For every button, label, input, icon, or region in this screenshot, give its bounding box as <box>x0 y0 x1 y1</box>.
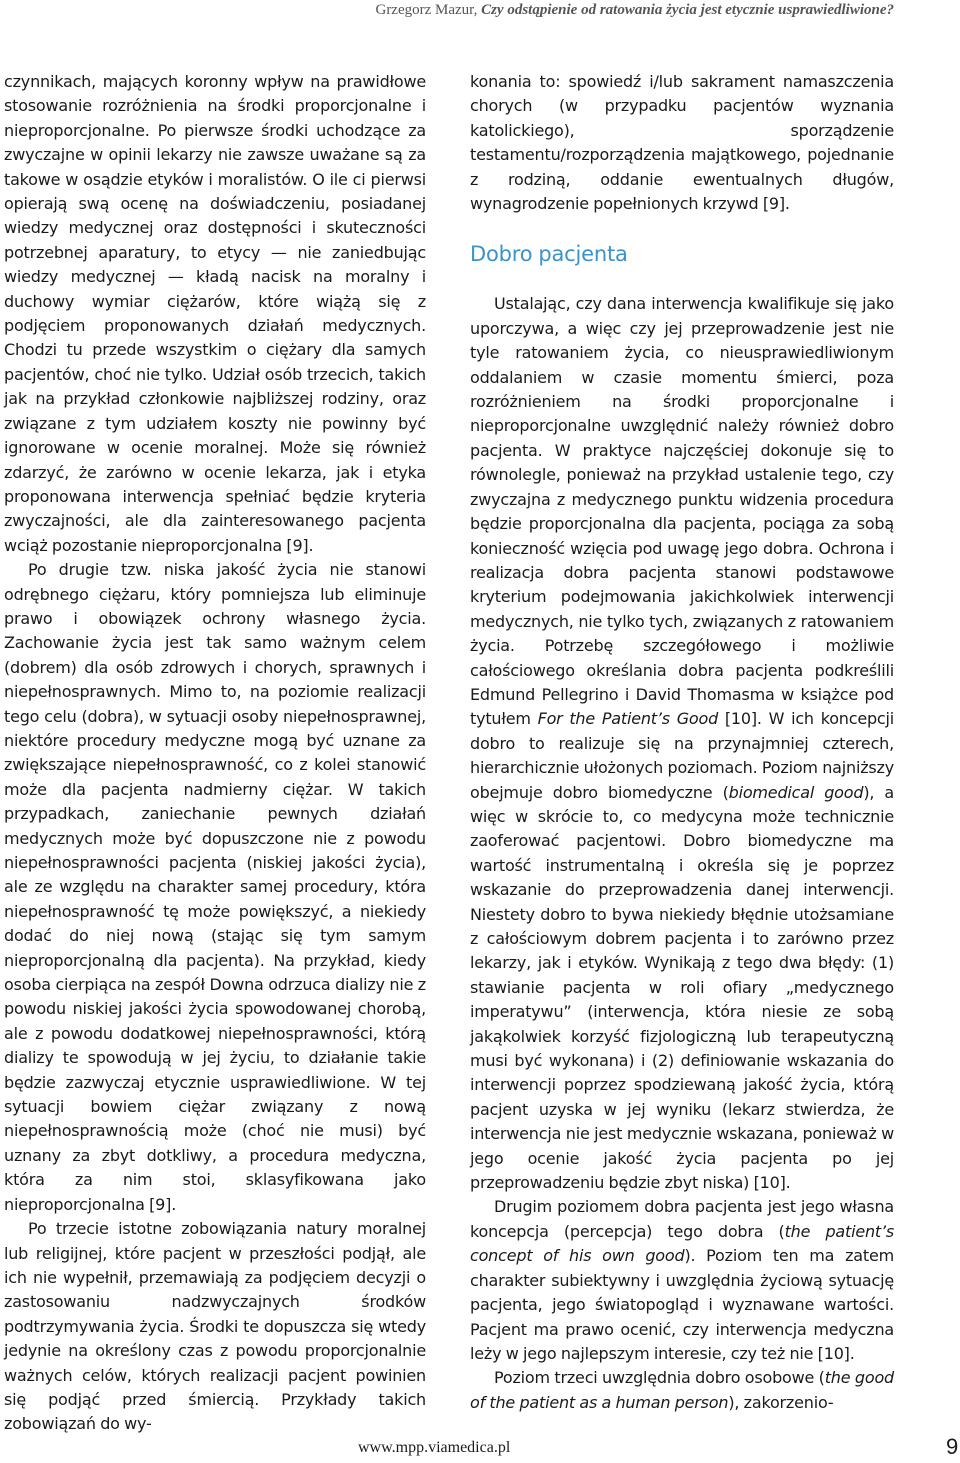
italic-phrase: biomedical good <box>728 782 864 802</box>
body-paragraph <box>470 1195 894 1366</box>
text-run: Po drugie tzw. niska jakość życia nie stanowi odrębnego ciężaru, który pomniejsza lub eliminuje prawo i obowiązek ochrony własnego życia. Zachowanie życia jest tak samo ważnym celem (dobrem) dla osób zdrowych i chorych, sprawnych i niepełnosprawnych. Mimo to, na poziomie realizacji tego celu (dobra), w sytuacji osoby niepełnosprawnej, niektóre procedury medyczne mogą być uznane za zwiększające niepełnosprawność, co z kolei stanowić może dla pacjenta nadmierny ciężar. W takich przypadkach, zaniechanie pewnych działań medycznych może być dopuszczone nie z powodu niepełnosprawności pacjenta (niskiej jakości życia), ale ze względu na charakter samej procedury, która niepełnosprawność tę może powiększyć, a niekiedy dodać do niej nową (stając się tym samym nieproporcjonalną dla pacjenta). Na przykład, kiedy osoba cierpiąca na zespół Downa odrzuca dializy nie z powodu niskiej jakości życia spowodowanej chorobą, ale z powodu dodatkowej niepełnosprawności, którą dializy te spowodują w jej życiu, to działanie takie będzie zazwyczaj etycznie usprawiedliwione. W tej sytuacji bowiem ciężar związany z nową niepełnosprawnością może (choć nie musi) być uznany za zbyt dotkliwy, a procedura medyczna, która za nim stoi, sklasyfikowana jako nieproporcjonalna [9]. <box>4 560 426 1214</box>
text-run: konania to: spowiedź i/lub sakrament namaszczenia chorych (w przypadku pacjentów wyznania katolickiego), sporządzenie testamentu/rozporządzenia majątkowego, pojednanie z rodziną, oddanie ewentualnych długów, wynagrodzenie popełnionych krzywd [9]. <box>470 72 894 214</box>
body-paragraph <box>4 70 426 558</box>
text-run: Drugim poziomem dobra pacjenta jest jego własna koncepcja (percepcja) tego dobra ( <box>470 1197 894 1241</box>
italic-phrase: the good of the patient as a human person <box>470 1368 894 1412</box>
text-run: ). Poziom ten ma zatem charakter subiektywny i uwzględnia życiową sytuację pacjenta, jego światopogląd i wyznawane wartości. Pacjent ma prawo ocenić, czy interwencja medyczna leży w jego najlepszym interesie, czy też nie [10]. <box>470 1246 894 1363</box>
body-paragraph <box>4 1217 426 1437</box>
text-run: ), a więc w skrócie to, co medycyna może technicznie zaoferować pacjentowi. Dobro biomedyczne ma wartość instrumentalną i określa się je poprzez wskazanie do przeprowadzenia danej interwencji. Niestety dobro to bywa niekiedy błędnie utożsamiane z całościowym dobrem pacjenta i to zarówno przez lekarzy, jak i etyków. Wynikają z tego dwa błędy: (1) stawianie pacjenta w roli ofiary „medycznego imperatywu” (interwencja, która niesie ze sobą jakąkolwiek korzyść fizjologiczną lub terapeutyczną musi być wykonana) i (2) definiowanie wskazania do interwencji poprzez spodziewaną jakość życia, którą pacjent uzyska w jej wyniku (lekarz stwierdza, że interwencja nie jest medycznie wskazana, ponieważ w jego ocenie jakość życia pacjenta po jej przeprowadzeniu będzie zbyt niska) [10]. <box>470 782 894 1193</box>
left-column <box>4 70 426 1437</box>
body-paragraph <box>470 1366 894 1415</box>
text-run: czynnikach, mających koronny wpływ na prawidłowe stosowanie rozróżnienia na środki proporcjonalne i nieproporcjonalne. Po pierwsze środki uchodzące za zwyczajne w opinii lekarzy nie zawsze uważane są za takowe w osądzie etyków i moralistów. O ile ci pierwsi opierają swą ocenę na doświadczeniu, posiadanej wiedzy medycznej oraz dostępności i skuteczności potrzebnej aparatury, to etycy — nie zaniedbując wiedzy medycznej — kładą nacisk na moralny i duchowy wymiar ciężarów, które wiążą się z podjęciem proponowanych działań medycznych. Chodzi tu przede wszystkim o ciężary dla samych pacjentów, choć nie tylko. Udział osób trzecich, takich jak na przykład członkowie najbliższej rodziny, oraz związane z tym udziałem koszty nie powinny być ignorowane w ocenie moralnej. Może się również zdarzyć, że zarówno w ocenie lekarza, jak i etyka proponowana interwencja spełniać będzie kryteria zwyczajności, ale dla zainteresowanego pacjenta wciąż pozostanie nieproporcjonalna [9]. <box>4 72 426 555</box>
text-run: Poziom trzeci uwzględnia dobro osobowe ( <box>494 1368 825 1388</box>
text-run: ), zakorzenio- <box>728 1392 834 1412</box>
footer-url[interactable]: www.mpp.viamedica.pl <box>358 1439 511 1456</box>
page-number: 9 <box>946 1434 959 1459</box>
running-header <box>0 0 894 20</box>
text-run: [10]. W ich koncepcji dobro to realizuje się na przynajmniej czterech, hierarchicznie ułożonych poziomach. Poziom najniższy obejmuje dobro biomedyczne ( <box>470 709 895 802</box>
right-column <box>470 70 894 1415</box>
header-article-title: Czy odstąpienie od ratowania życia jest etycznie usprawiedliwione? <box>481 2 894 18</box>
italic-phrase: the patient’s concept of his own good <box>470 1221 895 1266</box>
section-heading: Dobro pacjenta <box>470 242 628 267</box>
italic-phrase: For the Patient’s Good <box>537 709 719 729</box>
text-run: Po trzecie istotne zobowiązania natury moralnej lub religijnej, które pacjent w przeszłości podjął, ale ich nie wypełnił, przemawiają za podjęciem decyzji o zastosowaniu nadzwyczajnych środków podtrzymywania życia. Środki te dopuszcza się wtedy jedynie na określony czas z powodu proporcjonalnie ważnych celów, których realizacji pacjent powinien się podjąć przed śmiercią. Przykłady takich zobowiązań do wy- <box>4 1219 426 1434</box>
body-paragraph <box>4 558 426 1217</box>
body-paragraph <box>470 292 894 1195</box>
body-paragraph <box>470 70 894 216</box>
text-run: Ustalając, czy dana interwencja kwalifikuje się jako uporczywa, a więc czy jej przeprowadzenie jest nie tyle ratowaniem życia, co nieusprawiedliwionym oddalaniem w czasie momentu śmierci, poza rozróżnieniem na środki proporcjonalne i nieproporcjonalne uwzględnić należy również dobro pacjenta. W praktyce najczęściej dokonuje się to równolegle, ponieważ na przykład ustalenie tego, czy zwyczajna z medycznego punktu widzenia procedura będzie proporcjonalna dla pacjenta, pociąga za sobą konieczność wzięcia pod uwagę jego dobra. Ochrona i realizacja dobra pacjenta stanowi podstawowe kryterium podejmowania jakichkolwiek interwencji medycznych, nie tylko tych, związanych z ratowaniem życia. Potrzebę szczegółowego i możliwie całościowego określania dobra pacjenta podkreślili Edmund Pellegrino i David Thomasma w książce pod tytułem <box>470 294 894 729</box>
header-author: Grzegorz Mazur, <box>375 2 478 18</box>
